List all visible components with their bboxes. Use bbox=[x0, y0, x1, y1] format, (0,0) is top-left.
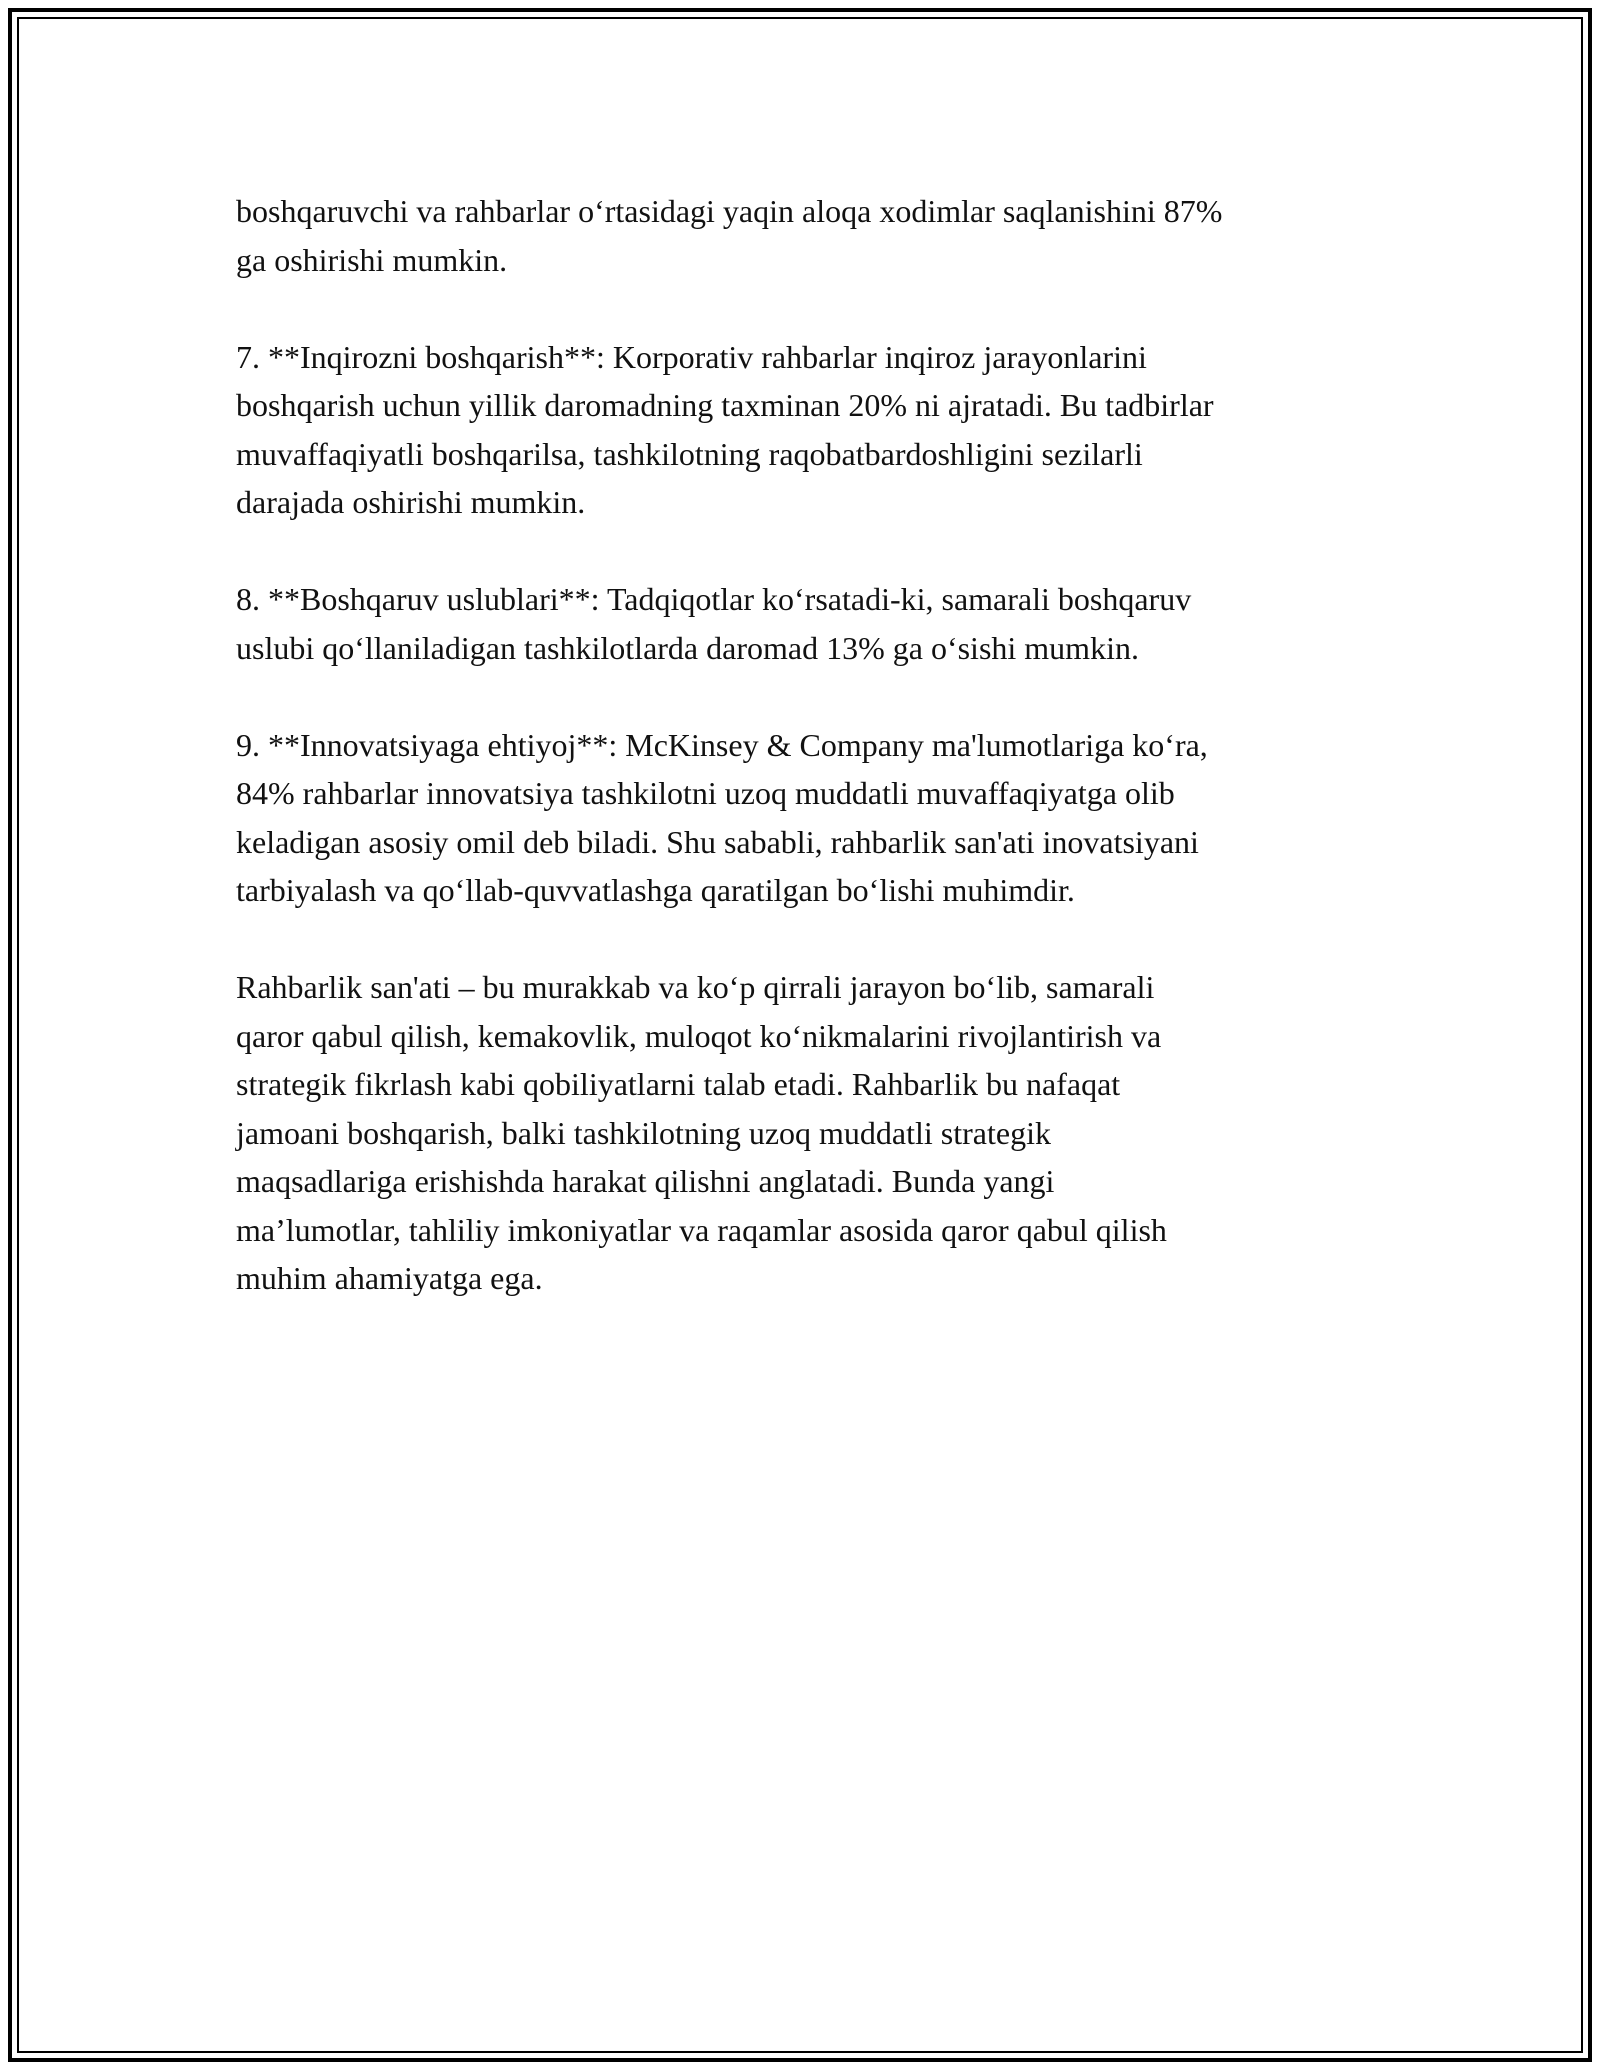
text-line: muvaffaqiyatli boshqarilsa, tashkilotning raqobatbardoshligini sezilarli bbox=[236, 435, 1143, 472]
text-line: ma’lumotlar, tahliliy imkoniyatlar va raqamlar asosida qaror qabul qilish bbox=[236, 1211, 1167, 1248]
text-line: boshqarish uchun yillik daromadning taxminan 20% ni ajratadi. Bu tadbirlar bbox=[236, 387, 1214, 423]
text-line: keladigan asosiy omil deb biladi. Shu sababli, rahbarlik san'ati inovatsiyani bbox=[236, 823, 1199, 860]
text-line: muhim ahamiyatga ega. bbox=[236, 1260, 543, 1296]
text-line: Rahbarlik san'ati – bu murakkab va ko‘p qirrali jarayon bo‘lib, samarali bbox=[236, 969, 1155, 1005]
text-line: tarbiyalash va qo‘llab-quvvatlashga qaratilgan bo‘lishi muhimdir. bbox=[236, 872, 1075, 908]
text-line: strategik fikrlash kabi qobiliyatlarni talab etadi. Rahbarlik bu nafaqat bbox=[236, 1066, 1121, 1102]
text-line: ga oshirishi mumkin. bbox=[236, 241, 508, 278]
text-line: 8. **Boshqaruv uslublari**: Tadqiqotlar ko‘rsatadi-ki, samarali boshqaruv bbox=[236, 581, 1192, 617]
paragraph-item-9 bbox=[236, 721, 1376, 915]
text-line: 84% rahbarlar innovatsiya tashkilotni uzoq muddatli muvaffaqiyatga olib bbox=[236, 775, 1175, 811]
paragraph-item-8 bbox=[236, 575, 1376, 672]
text-line: maqsadlariga erishishda harakat qilishni anglatadi. Bunda yangi bbox=[236, 1163, 1055, 1199]
paragraph-continuation bbox=[236, 187, 1376, 284]
text-line: qaror qabul qilish, kemakovlik, muloqot ko‘nikmalarini rivojlantirish va bbox=[236, 1017, 1162, 1054]
text-line: 9. **Innovatsiyaga ehtiyoj**: McKinsey & Company ma'lumotlariga ko‘ra, bbox=[236, 726, 1208, 763]
text-line: darajada oshirishi mumkin. bbox=[236, 484, 586, 520]
text-line: jamoani boshqarish, balki tashkilotning uzoq muddatli strategik bbox=[236, 1114, 1051, 1151]
paragraph-conclusion bbox=[236, 963, 1376, 1303]
text-line: boshqaruvchi va rahbarlar o‘rtasidagi yaqin aloqa xodimlar saqlanishini 87% bbox=[236, 193, 1223, 229]
text-line: 7. **Inqirozni boshqarish**: Korporativ rahbarlar inqiroz jarayonlarini bbox=[236, 338, 1147, 375]
document-body bbox=[236, 187, 1376, 1351]
paragraph-item-7 bbox=[236, 333, 1376, 527]
text-line: uslubi qo‘llaniladigan tashkilotlarda daromad 13% ga o‘sishi mumkin. bbox=[236, 629, 1139, 666]
